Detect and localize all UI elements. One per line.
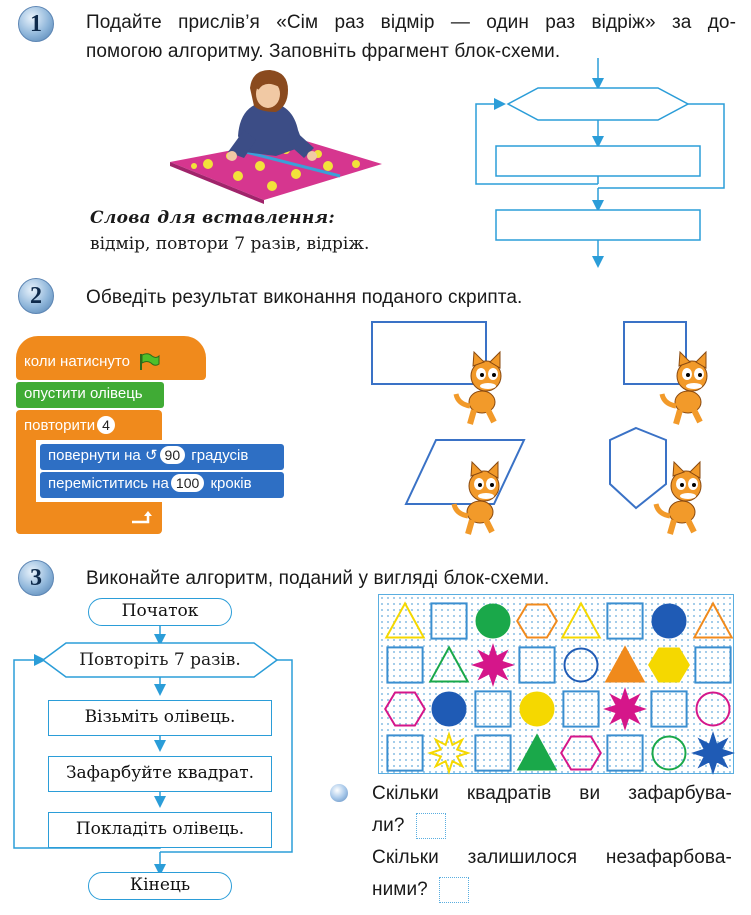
scratch-hat-block xyxy=(16,336,206,380)
words-title: Слова для вставлення: xyxy=(90,208,335,228)
grid-cell-circle-yellow xyxy=(515,687,559,731)
grid-cell-triangle-outline-yellow xyxy=(559,599,603,643)
grid-shape-circle xyxy=(653,605,686,638)
grid-shape-circle xyxy=(697,693,730,726)
grid-shape-square xyxy=(563,691,598,726)
task-number-badge: 1 xyxy=(18,6,54,42)
grid-cell-square-outline xyxy=(691,643,735,687)
grid-cell-circle-blue xyxy=(427,687,471,731)
grid-shape-square xyxy=(475,691,510,726)
grid-shape-square xyxy=(607,735,642,770)
grid-shape-star xyxy=(430,734,467,771)
grid-shape-triangle xyxy=(386,603,423,637)
option-wide-rectangle xyxy=(372,322,486,384)
grid-cell-star-blue xyxy=(691,731,735,775)
grid-shape-square xyxy=(387,735,422,770)
flow-loop-label: Повторіть 7 разів. xyxy=(79,650,241,670)
grid-shape-triangle xyxy=(518,735,555,769)
grid-cell-square-outline xyxy=(383,643,427,687)
grid-cell-square-outline xyxy=(471,687,515,731)
grid-shape-star xyxy=(606,690,643,727)
grid-cell-star-magenta xyxy=(603,687,647,731)
grid-cell-triangle-outline-green xyxy=(427,643,471,687)
grid-cell-hexagon-outline-magenta xyxy=(383,687,427,731)
grid-shape-circle xyxy=(565,649,598,682)
scratch-script xyxy=(14,336,294,536)
when-clicked-label: коли натиснуто xyxy=(24,353,130,370)
flow-end: Кінець xyxy=(88,872,232,900)
grid-shape-square xyxy=(519,647,554,682)
grid-cell-square-outline xyxy=(647,687,691,731)
green-flag-icon xyxy=(138,353,160,371)
question-line: ли? xyxy=(372,815,405,836)
flowchart-fragment xyxy=(470,58,730,268)
answer-box[interactable] xyxy=(416,813,446,839)
grid-shape-circle xyxy=(433,693,466,726)
scratch-cat-icon xyxy=(656,462,701,534)
woman-measuring-fabric-illustration xyxy=(168,66,386,204)
task-text: Виконайте алгоритм, поданий у вигляді блок-схеми. xyxy=(86,568,550,589)
repeat-header xyxy=(16,414,117,438)
grid-shape-hexagon xyxy=(385,693,425,726)
grid-cell-square-outline xyxy=(603,731,647,775)
grid-shape-square xyxy=(387,647,422,682)
grid-cell-square-outline xyxy=(383,731,427,775)
pen-down-block xyxy=(16,382,164,408)
turn-block xyxy=(40,444,284,470)
move-prefix: переміститись на xyxy=(48,475,169,492)
empty-process-box xyxy=(496,210,700,240)
grid-shape-triangle xyxy=(430,647,467,681)
grid-cell-star-magenta xyxy=(471,643,515,687)
grid-cell-square-outline xyxy=(603,599,647,643)
grid-shape-hexagon xyxy=(649,649,689,682)
option-parallelogram xyxy=(406,440,524,504)
grid-cell-square-outline xyxy=(515,643,559,687)
repeat-count-input[interactable]: 4 xyxy=(97,416,115,434)
flow-step: Зафарбуйте квадрат. xyxy=(48,756,272,792)
turn-prefix: повернути на xyxy=(48,447,141,464)
grid-cell-hexagon-outline-orange xyxy=(515,599,559,643)
grid-cell-square-outline xyxy=(427,599,471,643)
move-suffix: кроків xyxy=(210,475,252,492)
repeat-label: повторити xyxy=(24,417,96,434)
grid-shape-square xyxy=(651,691,686,726)
grid-cell-hexagon-outline-magenta xyxy=(559,731,603,775)
answer-options xyxy=(360,312,750,540)
option-hexagon xyxy=(610,428,666,508)
task-number-badge: 3 xyxy=(18,560,54,596)
task-text-line: Подайте прислів’я «Сім раз відмір — один раз відріж» за до- xyxy=(86,12,736,33)
turn-degrees-input[interactable]: 90 xyxy=(160,446,186,464)
grid-shape-hexagon xyxy=(517,605,557,638)
grid-cell-star-outline-yellow xyxy=(427,731,471,775)
scratch-cat-icon xyxy=(454,462,499,534)
grid-cell-triangle-outline-yellow xyxy=(383,599,427,643)
grid-cell-circle-green xyxy=(471,599,515,643)
flowchart-lines xyxy=(0,590,300,915)
grid-cell-triangle-orange xyxy=(603,643,647,687)
grid-shape-triangle xyxy=(562,603,599,637)
grid-cell-triangle-outline-orange xyxy=(691,599,735,643)
grid-shape-triangle xyxy=(694,603,731,637)
grid-shape-square xyxy=(695,647,730,682)
grid-shape-square xyxy=(607,603,642,638)
flow-step: Візьміть олівець. xyxy=(48,700,272,736)
grid-cell-circle-outline-magenta xyxy=(691,687,735,731)
answer-box[interactable] xyxy=(439,877,469,903)
grid-cell-hexagon-yellow xyxy=(647,643,691,687)
grid-shape-circle xyxy=(653,737,686,770)
grid-shape-circle xyxy=(477,605,510,638)
scratch-cat-icon xyxy=(662,352,707,424)
turn-suffix: градусів xyxy=(191,447,249,464)
shape-grid xyxy=(378,594,734,774)
question-line: ними? xyxy=(372,879,428,900)
scratch-cat-icon xyxy=(456,352,501,424)
grid-shape-hexagon xyxy=(561,737,601,770)
task-number-badge: 2 xyxy=(18,278,54,314)
grid-cell-circle-outline-blue xyxy=(559,643,603,687)
grid-cell-square-outline xyxy=(471,731,515,775)
flow-start: Початок xyxy=(88,598,232,626)
grid-cell-circle-blue xyxy=(647,599,691,643)
loop-hexagon-empty xyxy=(508,88,688,120)
rotate-left-icon: ↺ xyxy=(144,447,158,464)
task-text: Обведіть результат виконання поданого скрипта. xyxy=(86,287,523,308)
loop-arrow-icon xyxy=(130,510,156,526)
empty-process-box xyxy=(496,146,700,176)
flow-step: Покладіть олівець. xyxy=(48,812,272,848)
grid-shape-star xyxy=(474,646,511,683)
pen-down-label: опустити олівець xyxy=(24,385,143,402)
grid-shape-circle xyxy=(521,693,554,726)
grid-shape-triangle xyxy=(606,647,643,681)
question-text xyxy=(372,778,732,906)
question-line: Скільки залишилося незафарбова- xyxy=(372,847,732,868)
question-bullet-icon xyxy=(330,784,348,802)
grid-cell-square-outline xyxy=(559,687,603,731)
question-line: Скільки квадратів ви зафарбува- xyxy=(372,783,732,804)
task-text-line: помогою алгоритму. Заповніть фрагмент блок-схеми. xyxy=(86,41,561,62)
move-block xyxy=(40,472,284,498)
grid-shape-star xyxy=(694,734,731,771)
grid-cell-triangle-green xyxy=(515,731,559,775)
words-list: відмір, повтори 7 разів, відріж. xyxy=(90,234,370,254)
move-steps-input[interactable]: 100 xyxy=(171,474,204,492)
grid-shape-square xyxy=(475,735,510,770)
grid-cell-circle-outline-green xyxy=(647,731,691,775)
grid-shape-square xyxy=(431,603,466,638)
